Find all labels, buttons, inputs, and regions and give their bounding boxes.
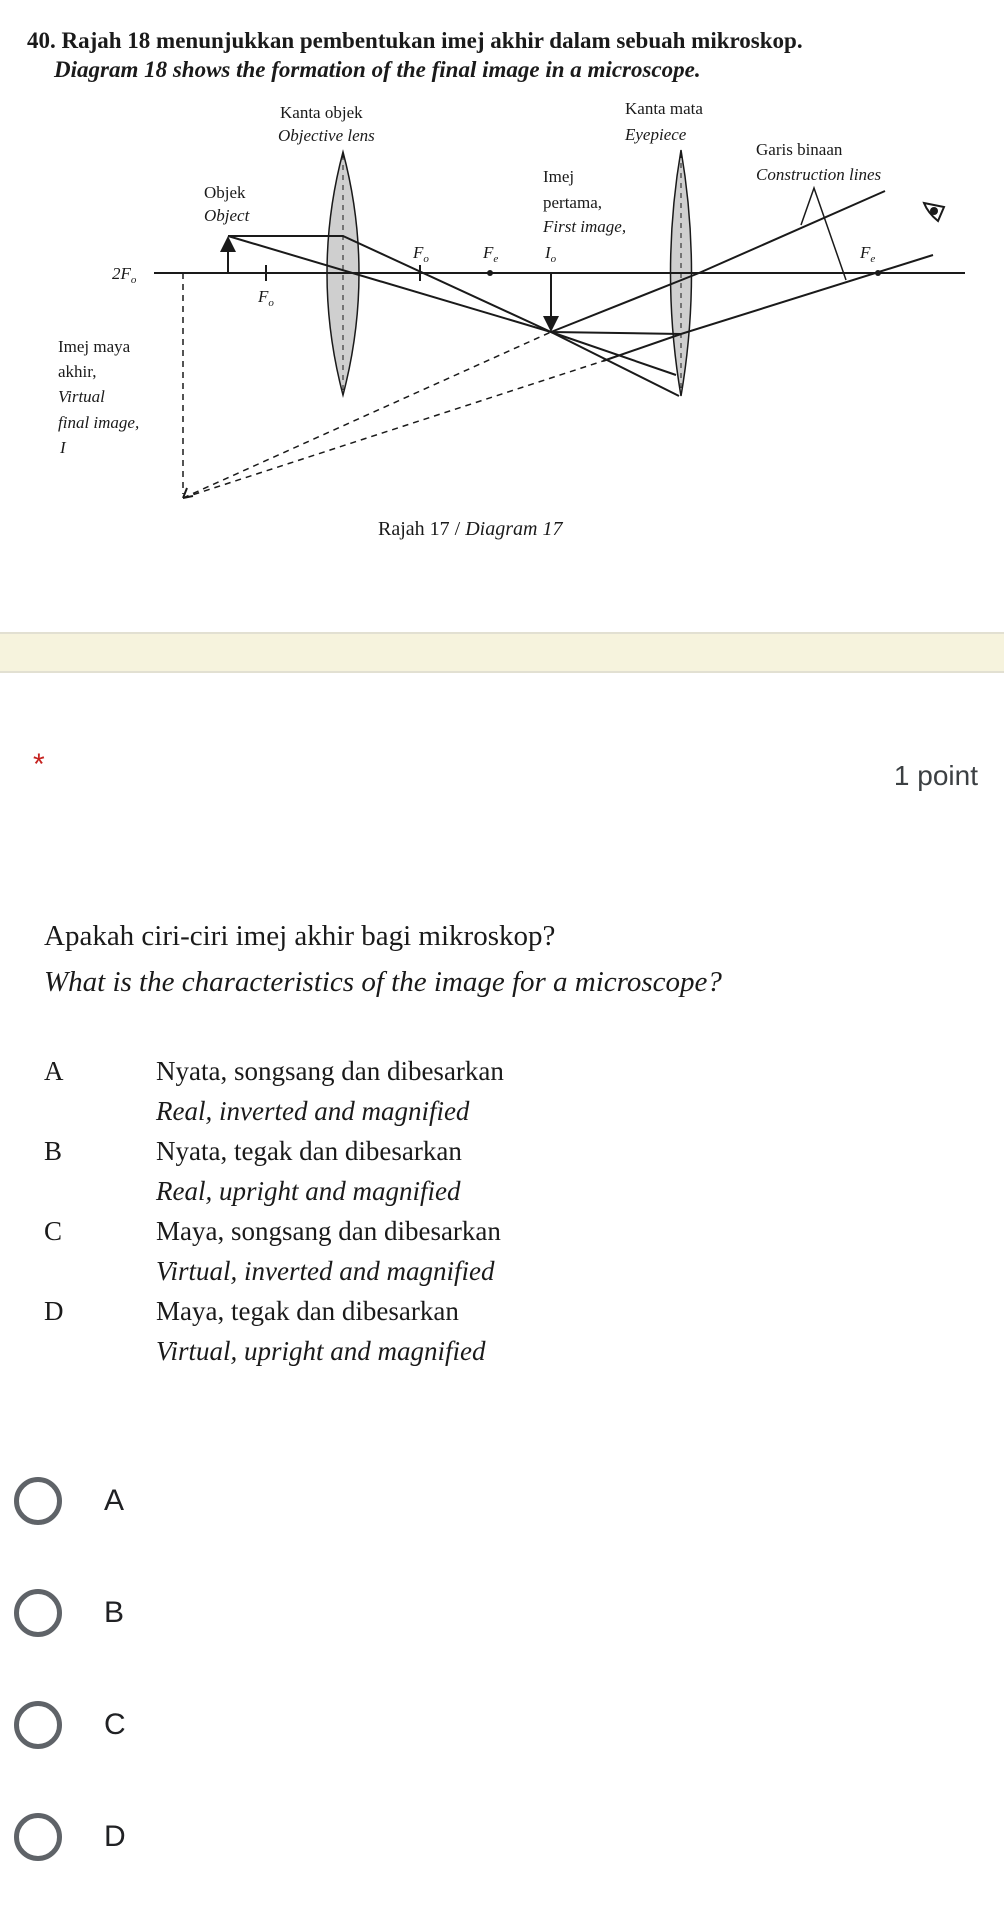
choice-b[interactable] xyxy=(14,1583,414,1643)
required-mark: * xyxy=(33,748,45,781)
option-letter: B xyxy=(44,1136,63,1166)
option-text-ms: Nyata, tegak dan dibesarkan xyxy=(156,1136,462,1166)
choice-c[interactable] xyxy=(14,1695,414,1755)
choice-d[interactable] xyxy=(14,1807,414,1867)
divider-band xyxy=(0,632,1004,673)
label-fe-left: $F_e$ xyxy=(483,243,499,265)
label-fo-right: $F_o$ xyxy=(413,243,429,265)
eyepiece-label-en: Eyepiece xyxy=(625,125,687,144)
virtual-label-en2: final image, xyxy=(58,413,140,432)
option-letter: D xyxy=(44,1296,64,1326)
virtual-label-en1: Virtual xyxy=(58,387,105,406)
construction-label-ms: Garis binaan xyxy=(756,140,843,159)
label-io: $I_o$ xyxy=(545,243,557,265)
virtual-label-symbol: I xyxy=(60,438,66,457)
virtual-label-ms2: akhir, xyxy=(58,362,97,381)
option-text-en: Real, inverted and magnified xyxy=(156,1096,470,1126)
radio-button[interactable] xyxy=(14,1589,62,1637)
label-2fo: $2F_o$ xyxy=(112,264,137,286)
diagram-caption: Rajah 17 / Diagram 17 xyxy=(378,518,563,540)
option-text-ms: Maya, songsang dan dibesarkan xyxy=(156,1216,501,1246)
first-image-label-ms1: Imej xyxy=(543,167,575,186)
radio-button[interactable] xyxy=(14,1477,62,1525)
radio-button[interactable] xyxy=(14,1701,62,1749)
first-image-label-ms2: pertama, xyxy=(543,193,602,212)
option-text-en: Virtual, inverted and magnified xyxy=(156,1256,495,1286)
question-text-en: What is the characteristics of the image for a microscope? xyxy=(44,966,722,998)
radio-button[interactable] xyxy=(14,1813,62,1861)
eye-icon xyxy=(924,203,944,221)
first-image-label-en: First image, xyxy=(543,217,627,236)
option-text-en: Real, upright and magnified xyxy=(156,1176,461,1206)
eyepiece-label-ms: Kanta mata xyxy=(625,99,703,118)
choice-label: B xyxy=(104,1596,125,1629)
construction-label-en: Construction lines xyxy=(756,165,882,184)
objective-label-ms: Kanta objek xyxy=(280,103,363,122)
label-fo-left: $F_o$ xyxy=(258,287,274,309)
choice-a[interactable] xyxy=(14,1471,414,1531)
option-letter: C xyxy=(44,1216,63,1246)
microscope-diagram xyxy=(0,0,1004,560)
choice-label: C xyxy=(104,1708,126,1741)
object-label-en: Object xyxy=(204,206,250,225)
objective-label-en: Objective lens xyxy=(278,126,375,145)
points-label: 1 point xyxy=(893,760,978,791)
label-fe-right: $F_e$ xyxy=(860,243,876,265)
choice-label: A xyxy=(104,1484,125,1517)
question-title: 40. Rajah 18 menunjukkan pembentukan imej akhir dalam sebuah mikroskop. xyxy=(27,28,803,53)
virtual-label-ms1: Imej maya xyxy=(58,337,131,356)
option-letter: A xyxy=(44,1056,64,1086)
object-label-ms: Objek xyxy=(204,183,246,202)
option-text-ms: Maya, tegak dan dibesarkan xyxy=(156,1296,459,1326)
question-subtitle: Diagram 18 shows the formation of the final image in a microscope. xyxy=(54,57,701,82)
question-text-ms: Apakah ciri-ciri imej akhir bagi mikroskop? xyxy=(44,920,556,952)
option-text-en: Virtual, upright and magnified xyxy=(156,1336,486,1366)
option-text-ms: Nyata, songsang dan dibesarkan xyxy=(156,1056,504,1086)
choice-label: D xyxy=(104,1820,126,1853)
